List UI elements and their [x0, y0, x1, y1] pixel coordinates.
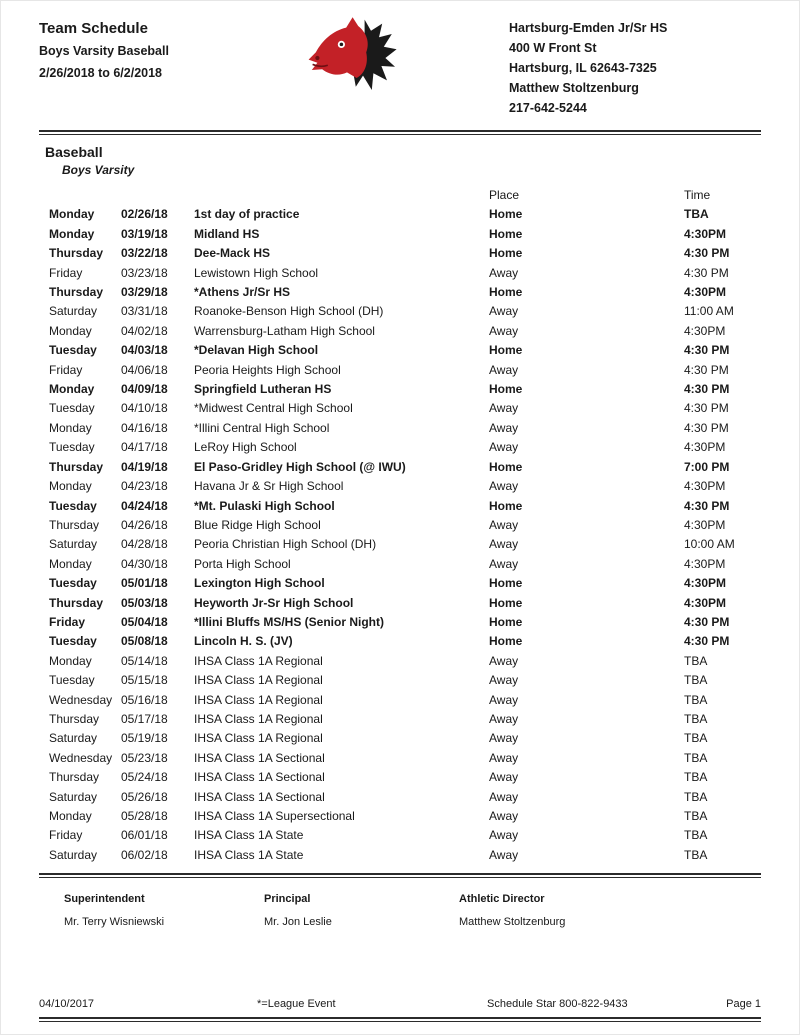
time-cell: 11:00 AM [684, 304, 734, 319]
schedule-row [49, 322, 761, 341]
staff-name: Mr. Jon Leslie [264, 916, 332, 929]
place-cell: Away [489, 401, 519, 416]
place-cell: Away [489, 537, 519, 552]
page-footer [39, 998, 761, 1024]
day-cell: Thursday [49, 517, 100, 532]
event-cell: Dee-Mack HS [194, 246, 271, 261]
event-cell: Roanoke-Benson High School (DH) [194, 304, 384, 319]
team-name: Boys Varsity Baseball [39, 44, 169, 58]
date-cell: 05/08/18 [121, 634, 168, 649]
schedule-row [49, 477, 761, 496]
schedule-row [49, 283, 761, 302]
place-cell: Away [489, 789, 519, 804]
place-cell: Away [489, 420, 519, 435]
time-cell: TBA [684, 750, 708, 765]
schedule-row [49, 438, 761, 457]
schedule-row [49, 419, 761, 438]
date-cell: 04/28/18 [121, 537, 168, 552]
day-cell: Tuesday [49, 440, 95, 455]
event-cell: 1st day of practice [194, 207, 300, 222]
date-cell: 05/15/18 [121, 673, 168, 688]
schedule-row [49, 399, 761, 418]
schedule-row [49, 768, 761, 787]
day-cell: Friday [49, 828, 83, 843]
event-cell: IHSA Class 1A Regional [194, 653, 323, 668]
place-cell: Away [489, 479, 519, 494]
bottom-divider [39, 1017, 761, 1022]
event-cell: *Midwest Central High School [194, 401, 353, 416]
place-cell: Home [489, 226, 523, 241]
event-cell: Blue Ridge High School [194, 517, 321, 532]
place-cell: Away [489, 440, 519, 455]
day-cell: Friday [49, 265, 83, 280]
day-cell: Monday [49, 479, 92, 494]
day-cell: Friday [49, 614, 86, 629]
place-cell: Away [489, 711, 519, 726]
place-cell: Home [489, 382, 523, 397]
day-cell: Monday [49, 556, 92, 571]
place-cell: Home [489, 498, 523, 513]
time-cell: 4:30 PM [684, 246, 730, 261]
event-cell: Heyworth Jr-Sr High School [194, 595, 354, 610]
day-cell: Monday [49, 323, 92, 338]
place-cell: Home [489, 634, 523, 649]
footer-row [39, 998, 761, 1010]
school-name: Hartsburg-Emden Jr/Sr HS [509, 21, 668, 35]
time-cell: TBA [684, 692, 708, 707]
schedule-row [49, 749, 761, 768]
place-cell: Home [489, 614, 523, 629]
schedule-row [49, 361, 761, 380]
schedule-rows [49, 205, 761, 865]
schedule-row [49, 807, 761, 826]
place-cell: Home [489, 246, 523, 261]
time-cell: 4:30PM [684, 595, 727, 610]
day-cell: Saturday [49, 304, 98, 319]
event-cell: *Mt. Pulaski High School [194, 498, 335, 513]
time-cell: 4:30PM [684, 323, 726, 338]
vendor-credit: Schedule Star 800-822-9433 [487, 998, 628, 1010]
time-cell: TBA [684, 770, 708, 785]
staff-superintendent [64, 893, 264, 928]
place-column-header: Place [489, 188, 520, 202]
date-cell: 04/26/18 [121, 517, 168, 532]
time-cell: TBA [684, 828, 708, 843]
schedule-row [49, 555, 761, 574]
header-left [39, 15, 297, 118]
level-title: Boys Varsity [62, 163, 135, 177]
date-cell: 04/24/18 [121, 498, 168, 513]
date-cell: 05/19/18 [121, 731, 168, 746]
time-cell: TBA [684, 809, 708, 823]
time-cell: 4:30 PM [684, 614, 730, 629]
time-cell: 7:00 PM [684, 459, 730, 474]
place-cell: Away [489, 828, 519, 843]
day-cell: Saturday [49, 537, 98, 552]
schedule-row [49, 516, 761, 535]
schedule-row [49, 652, 761, 671]
event-cell: *Athens Jr/Sr HS [194, 285, 291, 300]
place-cell: Home [489, 459, 523, 474]
time-cell: 4:30 PM [684, 420, 729, 435]
day-cell: Thursday [49, 246, 104, 261]
schedule-row [49, 613, 761, 632]
schedule-row [49, 535, 761, 554]
date-cell: 05/17/18 [121, 711, 168, 726]
contact-name: Matthew Stoltzenburg [509, 81, 639, 95]
day-cell: Thursday [49, 459, 104, 474]
place-cell: Home [489, 285, 523, 300]
schedule-row [49, 302, 761, 321]
date-cell: 06/02/18 [121, 847, 168, 862]
time-cell: 4:30PM [684, 556, 726, 571]
print-date: 04/10/2017 [39, 998, 95, 1010]
header-right [509, 15, 761, 118]
event-cell: *Illini Bluffs MS/HS (Senior Night) [194, 614, 384, 629]
schedule-row [49, 632, 761, 651]
day-cell: Thursday [49, 711, 100, 726]
date-cell: 05/24/18 [121, 770, 168, 785]
day-cell: Monday [49, 382, 95, 397]
table-header-row [49, 186, 761, 205]
school-address-city: Hartsburg, IL 62643-7325 [509, 61, 657, 75]
date-cell: 04/03/18 [121, 343, 168, 358]
schedule-row [49, 497, 761, 516]
date-cell: 03/29/18 [121, 285, 168, 300]
date-cell: 05/26/18 [121, 789, 168, 804]
place-cell: Away [489, 362, 519, 377]
time-cell: 4:30 PM [684, 265, 729, 280]
schedule-table [49, 186, 761, 865]
schedule-row [49, 244, 761, 263]
time-cell: 4:30PM [684, 479, 726, 494]
schedule-date-range: 2/26/2018 to 6/2/2018 [39, 66, 163, 80]
day-cell: Saturday [49, 847, 98, 862]
staff-name: Matthew Stoltzenburg [459, 916, 566, 929]
place-cell: Away [489, 692, 519, 707]
contact-phone: 217-642-5244 [509, 101, 587, 115]
event-cell: Warrensburg-Latham High School [194, 323, 375, 338]
date-cell: 05/03/18 [121, 595, 168, 610]
time-cell: TBA [684, 653, 708, 668]
day-cell: Monday [49, 809, 92, 823]
staff-title: Superintendent [64, 893, 145, 906]
schedule-row [49, 826, 761, 845]
place-cell: Home [489, 595, 523, 610]
place-cell: Away [489, 847, 519, 862]
date-cell: 04/10/18 [121, 401, 168, 416]
event-cell: LeRoy High School [194, 440, 297, 455]
event-cell: IHSA Class 1A Regional [194, 731, 323, 746]
event-cell: Lewistown High School [194, 265, 319, 280]
time-cell: TBA [684, 789, 708, 804]
staff-athletic-director [459, 893, 761, 928]
time-cell: 4:30 PM [684, 634, 730, 649]
time-cell: 4:30 PM [684, 343, 730, 358]
staff-name: Mr. Terry Wisniewski [64, 916, 165, 929]
date-cell: 04/30/18 [121, 556, 168, 571]
day-cell: Tuesday [49, 498, 97, 513]
place-cell: Away [489, 653, 519, 668]
event-cell: IHSA Class 1A State [194, 828, 304, 843]
time-cell: 4:30 PM [684, 382, 730, 397]
day-cell: Tuesday [49, 673, 95, 688]
time-cell: TBA [684, 847, 708, 862]
schedule-row [49, 341, 761, 360]
event-cell: IHSA Class 1A Supersectional [194, 809, 355, 823]
time-cell: TBA [684, 731, 708, 746]
event-cell: IHSA Class 1A Sectional [194, 770, 325, 785]
place-cell: Home [489, 343, 523, 358]
event-cell: El Paso-Gridley High School (@ IWU) [194, 459, 406, 474]
date-cell: 04/17/18 [121, 440, 168, 455]
time-cell: 4:30 PM [684, 362, 729, 377]
page-number: Page 1 [726, 998, 761, 1010]
date-cell: 03/19/18 [121, 226, 168, 241]
staff-title: Athletic Director [459, 893, 545, 906]
day-cell: Wednesday [49, 692, 113, 707]
time-cell: 4:30PM [684, 576, 727, 591]
schedule-row [49, 846, 761, 865]
header-center [297, 15, 509, 118]
schedule-row [49, 691, 761, 710]
day-cell: Tuesday [49, 634, 97, 649]
section-heading [45, 144, 761, 177]
date-cell: 04/23/18 [121, 479, 168, 494]
event-cell: *Illini Central High School [194, 420, 330, 435]
time-cell: TBA [684, 207, 709, 222]
date-cell: 05/14/18 [121, 653, 168, 668]
time-cell: TBA [684, 711, 708, 726]
day-cell: Saturday [49, 789, 98, 804]
place-cell: Away [489, 304, 519, 319]
schedule-row [49, 225, 761, 244]
date-cell: 04/19/18 [121, 459, 168, 474]
schedule-row [49, 574, 761, 593]
day-cell: Monday [49, 653, 92, 668]
day-cell: Thursday [49, 770, 100, 785]
event-cell: Lexington High School [194, 576, 325, 591]
place-cell: Away [489, 673, 519, 688]
date-cell: 05/04/18 [121, 614, 168, 629]
schedule-row [49, 594, 761, 613]
staff-title: Principal [264, 893, 311, 906]
event-cell: Midland HS [194, 226, 260, 241]
place-cell: Away [489, 770, 519, 785]
event-cell: Lincoln H. S. (JV) [194, 634, 293, 649]
place-cell: Away [489, 517, 519, 532]
event-cell: Peoria Christian High School (DH) [194, 537, 377, 552]
event-cell: Havana Jr & Sr High School [194, 479, 344, 494]
schedule-row [49, 205, 761, 224]
day-cell: Wednesday [49, 750, 113, 765]
schedule-row [49, 264, 761, 283]
place-cell: Away [489, 809, 519, 823]
sport-title: Baseball [45, 144, 103, 160]
schedule-row [49, 788, 761, 807]
event-cell: Porta High School [194, 556, 291, 571]
day-cell: Monday [49, 226, 95, 241]
place-cell: Home [489, 207, 523, 222]
place-cell: Away [489, 750, 519, 765]
date-cell: 04/06/18 [121, 362, 168, 377]
date-cell: 02/26/18 [121, 207, 168, 222]
schedule-row [49, 671, 761, 690]
day-cell: Tuesday [49, 576, 97, 591]
place-cell: Home [489, 576, 523, 591]
day-cell: Tuesday [49, 343, 97, 358]
date-cell: 04/09/18 [121, 382, 168, 397]
place-cell: Away [489, 323, 519, 338]
date-cell: 06/01/18 [121, 828, 168, 843]
school-address-street: 400 W Front St [509, 41, 597, 55]
day-cell: Thursday [49, 285, 104, 300]
date-cell: 05/01/18 [121, 576, 168, 591]
time-cell: 4:30PM [684, 226, 727, 241]
schedule-row [49, 729, 761, 748]
time-cell: 4:30PM [684, 285, 727, 300]
date-cell: 04/16/18 [121, 420, 168, 435]
event-cell: IHSA Class 1A Regional [194, 692, 323, 707]
day-cell: Monday [49, 420, 92, 435]
day-cell: Monday [49, 207, 95, 222]
date-cell: 05/23/18 [121, 750, 168, 765]
event-cell: IHSA Class 1A State [194, 847, 304, 862]
event-cell: Peoria Heights High School [194, 362, 341, 377]
event-cell: IHSA Class 1A Sectional [194, 789, 325, 804]
date-cell: 03/31/18 [121, 304, 168, 319]
day-cell: Thursday [49, 595, 104, 610]
date-cell: 05/16/18 [121, 692, 168, 707]
header-divider [39, 130, 761, 135]
date-cell: 04/02/18 [121, 323, 168, 338]
schedule-row [49, 380, 761, 399]
event-cell: IHSA Class 1A Regional [194, 711, 323, 726]
date-cell: 05/28/18 [121, 809, 168, 823]
time-cell: 4:30 PM [684, 401, 729, 416]
day-cell: Tuesday [49, 401, 95, 416]
time-cell: 4:30PM [684, 517, 726, 532]
league-legend: *=League Event [257, 998, 336, 1010]
time-cell: 4:30 PM [684, 498, 730, 513]
event-cell: *Delavan High School [194, 343, 319, 358]
event-cell: IHSA Class 1A Sectional [194, 750, 325, 765]
place-cell: Away [489, 556, 519, 571]
mustang-logo [307, 15, 403, 106]
staff-section [39, 893, 761, 928]
page-title: Team Schedule [39, 20, 148, 37]
day-cell: Friday [49, 362, 83, 377]
schedule-row [49, 458, 761, 477]
event-cell: IHSA Class 1A Regional [194, 673, 323, 688]
time-cell: TBA [684, 673, 708, 688]
time-cell: 4:30PM [684, 440, 726, 455]
time-column-header: Time [684, 188, 711, 202]
staff-divider [39, 873, 761, 878]
event-cell: Springfield Lutheran HS [194, 382, 332, 397]
place-cell: Away [489, 265, 519, 280]
date-cell: 03/23/18 [121, 265, 168, 280]
date-cell: 03/22/18 [121, 246, 168, 261]
time-cell: 10:00 AM [684, 537, 735, 552]
page-header [39, 15, 761, 118]
staff-principal [264, 893, 459, 928]
place-cell: Away [489, 731, 519, 746]
day-cell: Saturday [49, 731, 98, 746]
schedule-row [49, 710, 761, 729]
